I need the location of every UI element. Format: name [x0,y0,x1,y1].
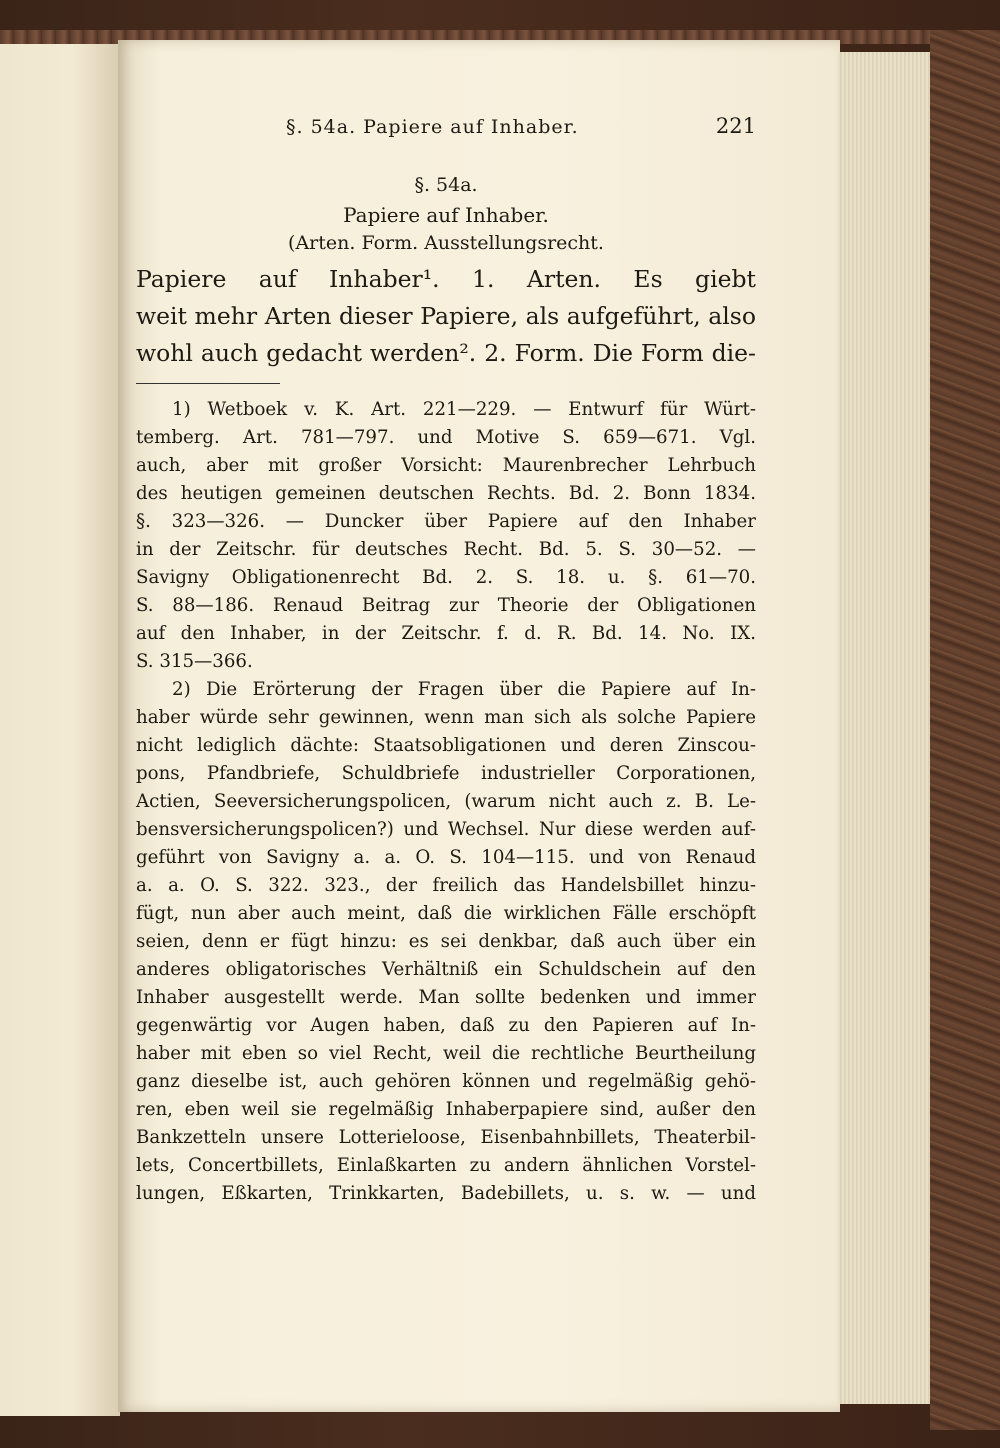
footnote-line: lungen, Eßkarten, Trinkkarten, Badebillets, u. s. w. — und [136,1183,756,1204]
page-number: 221 [715,114,756,138]
footnote-line: 1) Wetboek v. K. Art. 221—229. — Entwurf für Würt- [172,399,756,420]
footnote-line: Savigny Obligationenrecht Bd. 2. S. 18. u. §. 61—70. [136,567,756,588]
footnote-line: gegenwärtig vor Augen haben, daß zu den Papieren auf In- [136,1015,756,1036]
footnote-line: seien, denn er fügt hinzu: es sei denkbar, daß auch über ein [136,931,756,952]
footnote-line: ren, eben weil sie regelmäßig Inhaberpapiere sind, außer den [136,1099,756,1120]
footnote-line: 2) Die Erörterung der Fragen über die Papiere auf In- [172,679,756,700]
footnote-line: auf den Inhaber, in der Zeitschr. f. d. R. Bd. 14. No. IX. [136,623,756,644]
footnote-line: Bankzetteln unsere Lotterieloose, Eisenbahnbillets, Theaterbil- [136,1127,756,1148]
footnote-line: fügt, nun aber auch meint, daß die wirklichen Fälle erschöpft [136,903,756,924]
footnote-line: Inhaber ausgestellt werde. Man sollte bedenken und immer [136,987,756,1008]
body-line: wohl auch gedacht werden². 2. Form. Die Form die- [136,339,756,367]
footnote-line: pons, Pfandbriefe, Schuldbriefe industrieller Corporationen, [136,763,756,784]
left-page-edge [0,44,120,1416]
section-subtitle: (Arten. Form. Ausstellungsrecht. [288,232,604,254]
footnote-line: S. 315—366. [136,651,253,672]
body-line: Papiere auf Inhaber¹. 1. Arten. Es giebt [136,265,756,293]
footnote-line: a. a. O. S. 322. 323., der freilich das Handelsbillet hinzu- [136,875,756,896]
footnote-line: temberg. Art. 781—797. und Motive S. 659—671. Vgl. [136,427,756,448]
footnote-line: S. 88—186. Renaud Beitrag zur Theorie der Obligationen [136,595,756,616]
running-header: §. 54a. Papiere auf Inhaber. [286,116,579,138]
footnote-line: auch, aber mit großer Vorsicht: Maurenbrecher Lehrbuch [136,455,756,476]
footnote-line: haber würde sehr gewinnen, wenn man sich als solche Papiere [136,707,756,728]
footnote-line: nicht lediglich dächte: Staatsobligationen und deren Zinscou- [136,735,756,756]
marbled-cover [930,30,1000,1430]
footnote-line: ganz dieselbe ist, auch gehören können und regelmäßig gehö- [136,1071,756,1092]
footnote-line: in der Zeitschr. für deutsches Recht. Bd. 5. S. 30—52. — [136,539,756,560]
section-number: §. 54a. [414,174,478,196]
footnote-line: geführt von Savigny a. a. O. S. 104—115. und von Renaud [136,847,756,868]
section-title: Papiere auf Inhaber. [343,203,549,227]
footnote-line: bensversicherungspolicen?) und Wechsel. Nur diese werden auf- [136,819,756,840]
page-block-edges [838,52,933,1404]
footnote-line: §. 323—326. — Duncker über Papiere auf den Inhaber [136,511,756,532]
footnote-rule [136,383,280,384]
footnote-line: Actien, Seeversicherungspolicen, (warum nicht auch z. B. Le- [136,791,756,812]
footnote-line: anderes obligatorisches Verhältniß ein Schuldschein auf den [136,959,756,980]
footnote-line: haber mit eben so viel Recht, weil die rechtliche Beurtheilung [136,1043,756,1064]
footnote-line: des heutigen gemeinen deutschen Rechts. Bd. 2. Bonn 1834. [136,483,756,504]
body-line: weit mehr Arten dieser Papiere, als aufgeführt, also [136,302,756,330]
footnote-line: lets, Concertbillets, Einlaßkarten zu andern ähnlichen Vorstel- [136,1155,756,1176]
